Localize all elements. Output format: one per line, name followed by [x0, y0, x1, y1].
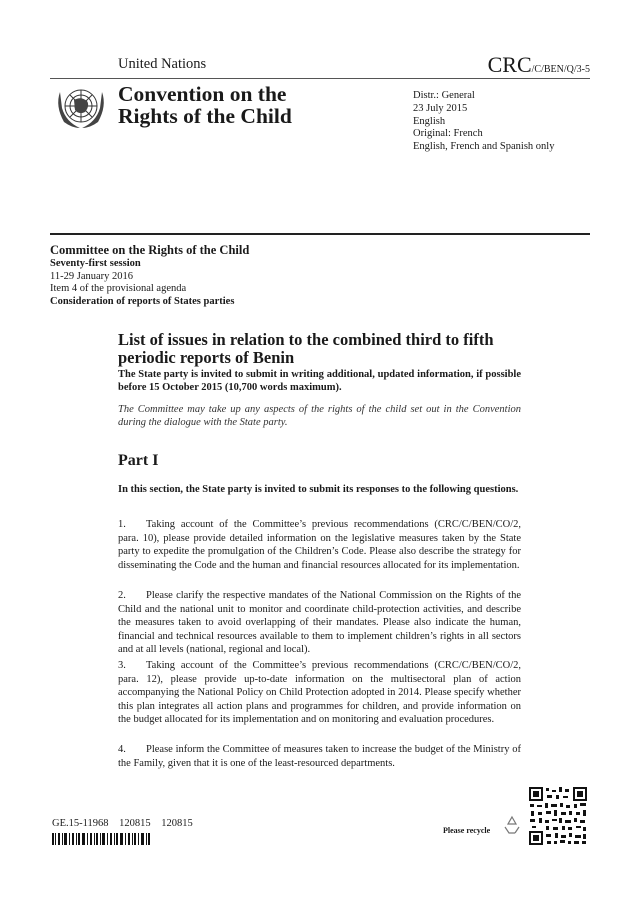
paragraph-text: Please inform the Committee of measures taken to increase the budget of the Ministry of the Family, given that it is one of the least-resourced departments.	[118, 744, 521, 769]
session-dates: 11-29 January 2016	[50, 270, 134, 282]
distr-original: Original: French	[413, 128, 483, 140]
header-rule	[50, 78, 590, 79]
barcode-icon	[52, 833, 150, 845]
title-line-2: Rights of the Child	[118, 104, 292, 128]
paragraph-2	[118, 589, 521, 657]
distribution-block	[413, 90, 554, 154]
distr-line: Distr.: General	[413, 90, 475, 101]
section-rule	[50, 233, 590, 235]
paragraph-number: 4.	[118, 744, 126, 755]
consideration: Consideration of reports of States parties	[50, 295, 235, 307]
symbol-main: CRC	[487, 52, 532, 77]
paragraph-4	[118, 743, 521, 770]
title-line-1: Convention on the	[118, 82, 287, 106]
org-name: United Nations	[118, 56, 207, 72]
part-intro: In this section, the State party is invited to submit its responses to the following questions.	[118, 484, 519, 495]
lead-paragraph: The State party is invited to submit in writing additional, updated information, if possible before 15 October 2015 (10,700 words maximum).	[118, 369, 521, 393]
committee-name: Committee on the Rights of the Child	[50, 243, 250, 257]
recycle-icon	[502, 815, 522, 835]
part-heading: Part I	[118, 452, 159, 469]
paragraph-text: Taking account of the Committee’s previous recommendations (CRC/C/BEN/CO/2, para. 12), please provide up-to-date information on the multisectoral plan of action accompanying the National Policy on Child Protection adopted in 2014. Please specify whether this plan integrates all action plans and programmes for children, and provide information on the budget allocated for its implementation and on monitoring and evaluation procedures.	[118, 660, 521, 725]
un-emblem-icon	[52, 82, 110, 132]
distr-languages: English, French and Spanish only	[413, 141, 555, 153]
committee-note: The Committee may take up any aspects of the rights of the child set out in the Convention during the dialogue with the State party.	[118, 404, 521, 428]
paragraph-text: Please clarify the respective mandates of the National Commission on the Rights of the Child and the national unit to monitor and coordinate child-protection activities, and describe the measures taken to avoid overlapping of their mandates. Please also indicate the human, financial and technical resources available to them to implement children’s rights in all sectors and at all levels (national, regional and local).	[118, 590, 521, 655]
document-title-block	[118, 83, 292, 127]
distr-language: English	[413, 115, 446, 127]
symbol-suffix: /C/BEN/Q/3-5	[531, 64, 590, 75]
paragraph-text: Taking account of the Committee’s previous recommendations (CRC/C/BEN/CO/2, para. 10), please provide detailed information on the legislative measures taken by the State party to expedite the promulgation of the Children’s Code. Please also describe the strategy for disseminating the Code and the human and financial resources allocated for its implementation.	[118, 519, 521, 571]
session-meta	[50, 243, 249, 308]
paragraph-number: 3.	[118, 660, 126, 671]
paragraph-1	[118, 518, 521, 572]
job-number: GE.15-11968 120815 120815	[52, 818, 193, 829]
paragraph-3	[118, 659, 521, 727]
session-name: Seventy-first session	[50, 258, 141, 269]
paragraph-number: 1.	[118, 519, 126, 530]
recycle-label: Please recycle	[443, 826, 491, 835]
distr-date: 23 July 2015	[413, 102, 468, 114]
main-title: List of issues in relation to the combined third to fifth periodic reports of Benin	[118, 330, 494, 367]
document-symbol	[488, 52, 590, 78]
qr-code-icon	[528, 786, 588, 846]
agenda-item: Item 4 of the provisional agenda	[50, 283, 187, 294]
paragraph-number: 2.	[118, 590, 126, 601]
